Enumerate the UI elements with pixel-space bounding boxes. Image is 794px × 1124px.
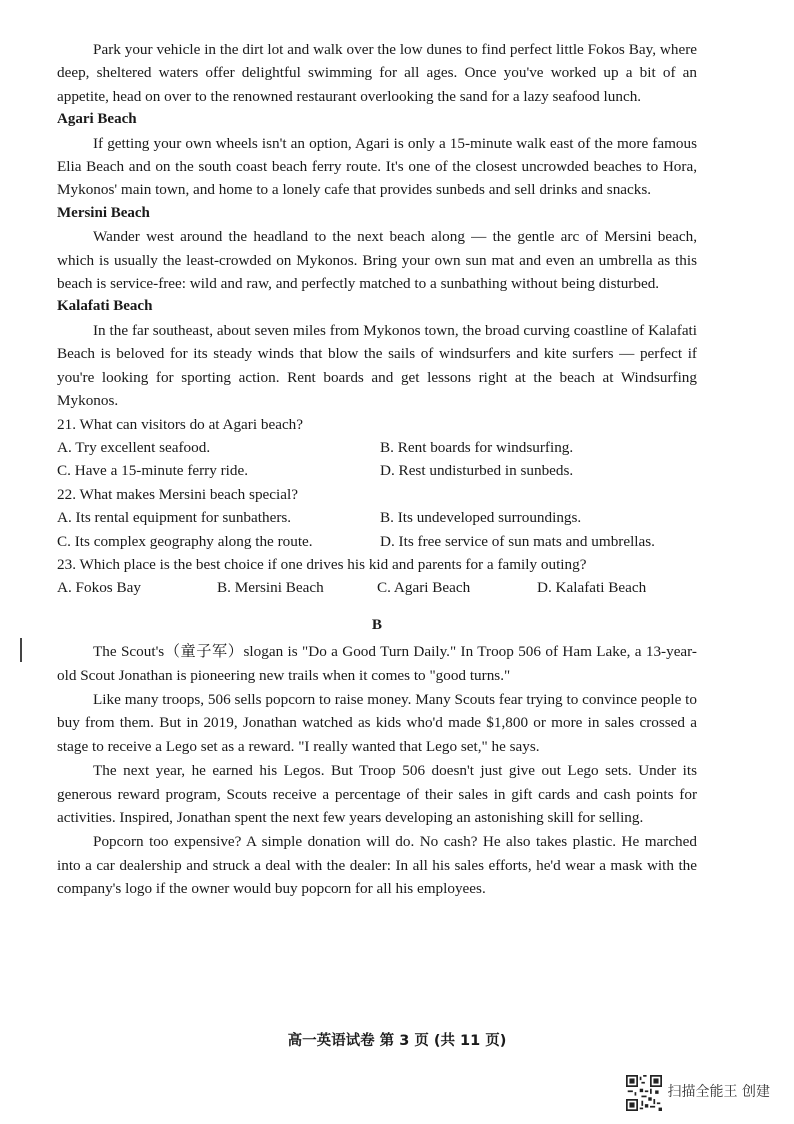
paragraph: The next year, he earned his Legos. But Troop 506 doesn't just give out Lego sets. Under its generous reward program, Scouts receive a percentage of their sales in gift cards and cash points for activities. Inspired, Jonathan spent the next few years developing an astonishing skill for selling.	[57, 762, 697, 826]
passage-b	[57, 640, 697, 900]
question-stem: 23. Which place is the best choice if one drives his kid and parents for a family outing?	[57, 555, 587, 573]
option: D. Its free service of sun mats and umbrellas.	[380, 532, 655, 550]
option: A. Try excellent seafood.	[57, 438, 211, 456]
options-row	[57, 436, 697, 459]
option: C. Have a 15-minute ferry ride.	[57, 462, 249, 480]
beach-text: In the far southeast, about seven miles from Mykonos town, the broad curving coastline of Kalafati Beach is beloved for its steady winds that blow the sails of windsurfers and kite surfers — perfect if you're looking for sporting action. Rent boards and get lessons right at the beach at Windsurfing Mykonos.	[57, 321, 697, 410]
paragraph: Like many troops, 506 sells popcorn to raise money. Many Scouts fear trying to convince people to buy from them. But in 2019, Jonathan watched as kids who'd made $1,800 or more in sales crossed a stage to receive a Lego set as a reward. "I really wanted that Lego set," he says.	[57, 690, 697, 755]
option: C. Agari Beach	[377, 579, 471, 597]
options-row	[57, 506, 697, 529]
option: D. Rest undisturbed in sunbeds.	[380, 462, 574, 480]
passage-intro: Park your vehicle in the dirt lot and walk over the low dunes to find perfect little Fokos Bay, where deep, sheltered waters offer delightful swimming for all ages. Once you've worked up a bit of an appetite, head on over to the renowned restaurant overlooking the sand for a lazy seafood lunch.	[57, 41, 697, 105]
beach-text: Wander west around the headland to the next beach along — the gentle arc of Mersini beach, which is usually the least-crowded on Mykonos. Bring your own sun mat and even an umbrella as this beach is service-free: wild and raw, and perfectly matched to a sunbathing without being disturbed.	[57, 228, 697, 293]
option: A. Its rental equipment for sunbathers.	[57, 509, 292, 527]
option: A. Fokos Bay	[57, 579, 141, 597]
option: C. Its complex geography along the route.	[57, 532, 313, 550]
options-row	[57, 530, 697, 553]
watermark-text: 扫描全能王 创建	[667, 1084, 770, 1101]
option: D. Kalafati Beach	[537, 579, 647, 597]
question-stem: 22. What makes Mersini beach special?	[57, 485, 298, 503]
exam-page	[57, 38, 697, 902]
margin-mark	[20, 638, 22, 662]
option: B. Its undeveloped surroundings.	[380, 509, 582, 527]
qr-code-icon	[626, 1075, 662, 1111]
beach-heading: Mersini Beach	[57, 204, 150, 221]
beach-heading: Kalafati Beach	[57, 298, 153, 315]
beach-heading: Agari Beach	[57, 111, 137, 128]
option: B. Mersini Beach	[217, 579, 324, 597]
options-row	[57, 459, 697, 482]
paragraph: Popcorn too expensive? A simple donation will do. No cash? He also takes plastic. He marched into a car dealership and struck a deal with the dealer: In all his sales efforts, he'd wear a mask with the company's logo if the owner would buy popcorn for all his employees.	[57, 833, 697, 898]
question-stem: 21. What can visitors do at Agari beach?	[57, 415, 304, 433]
scanner-watermark	[626, 1075, 770, 1111]
beach-text: If getting your own wheels isn't an option, Agari is only a 15-minute walk east of the more famous Elia Beach and on the south coast beach ferry route. It's one of the closest uncrowded beaches to Hora, Mykonos' main town, and home to a lonely cafe that provides sunbeds and sell drinks and snacks.	[57, 134, 697, 199]
section-label: B	[371, 615, 383, 633]
page-footer: 高一英语试卷 第 3 页 (共 11 页)	[287, 1033, 507, 1049]
paragraph: The Scout's（童子军）slogan is "Do a Good Turn Daily." In Troop 506 of Ham Lake, a 13-year-old Scout Jonathan is pioneering new trails when it comes to "good turns."	[57, 643, 697, 684]
option: B. Rent boards for windsurfing.	[380, 438, 574, 456]
options-row	[57, 576, 697, 599]
